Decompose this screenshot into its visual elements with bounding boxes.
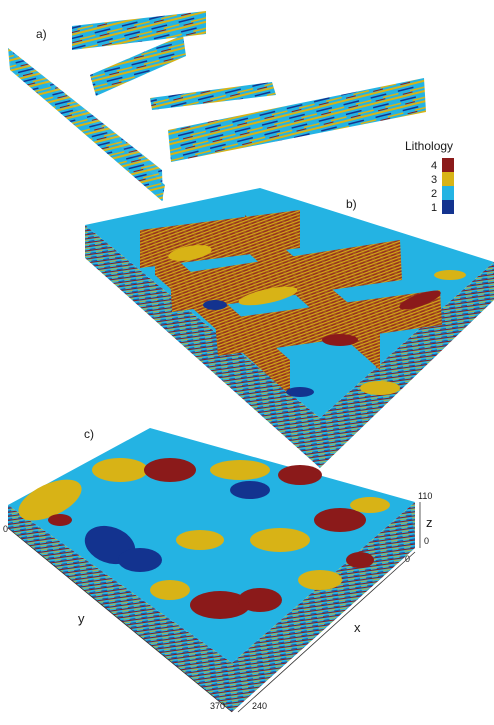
legend-swatch-1 [442,200,454,214]
legend-label-1: 1 [431,202,438,214]
x-axis-start: 0 [405,554,411,564]
z-axis-bottom: 0 [424,536,430,546]
x-axis-end: 240 [252,701,268,711]
y-axis-name: y [78,611,85,626]
legend-swatch-2 [442,186,454,200]
y-axis-end: 370 [210,701,226,711]
legend-label-4: 4 [431,160,438,172]
z-axis-name: z [426,515,433,530]
panel-b-label: b) [346,197,357,211]
section-top [72,11,206,50]
lithology-legend [405,139,454,214]
panel-a [8,11,426,201]
legend-swatch-4 [442,158,454,172]
z-axis-top: 110 [418,491,433,501]
legend-label-3: 3 [431,174,438,186]
y-axis-start: 0 [3,524,9,534]
legend-swatch-3 [442,172,454,186]
panel-a-label: a) [36,27,47,41]
panel-b [85,188,494,468]
panel-c-label: c) [84,427,94,441]
panel-c [3,427,433,712]
legend-label-2: 2 [431,188,438,200]
x-axis-name: x [354,620,361,635]
section-small [150,82,276,110]
legend-title: Lithology [405,139,454,153]
